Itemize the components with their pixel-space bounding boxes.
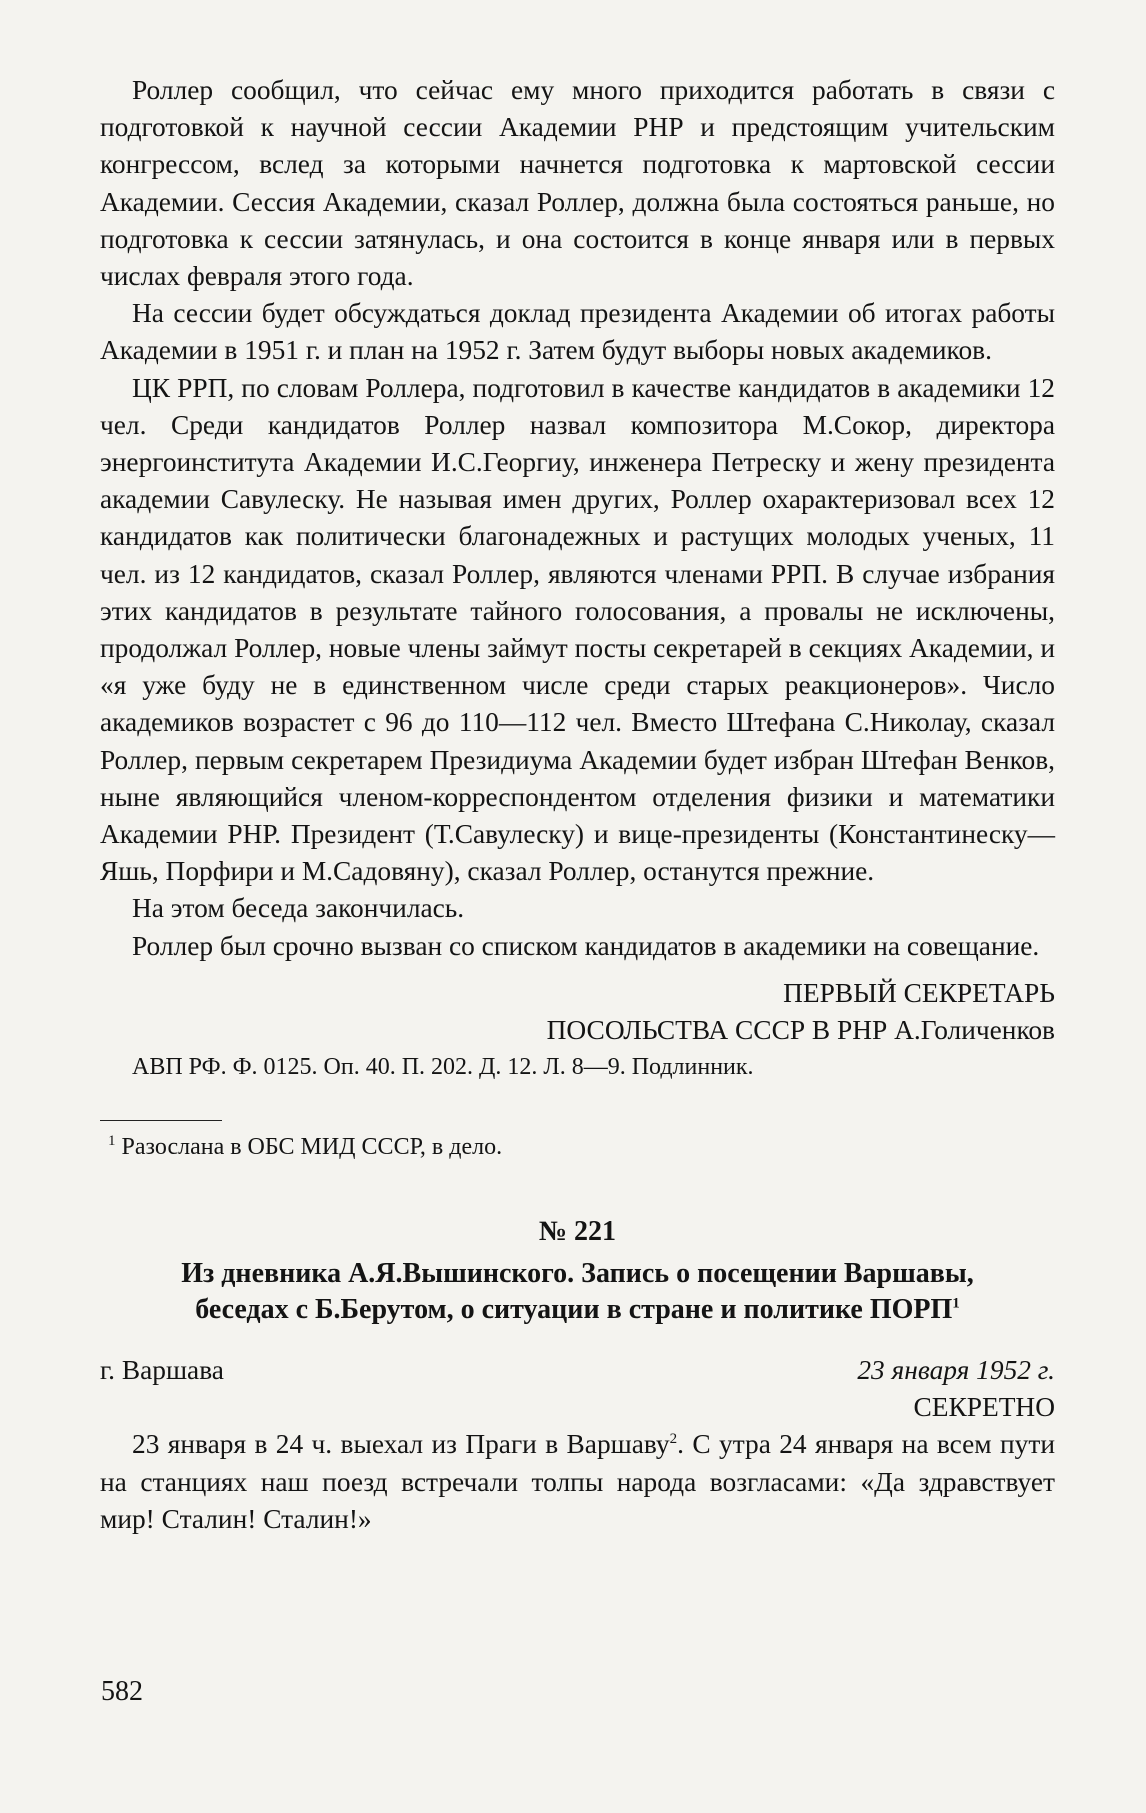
signature-name: ПОСОЛЬСТВА СССР В РНР А.Голиченков [546,1015,1055,1046]
footnote-text: Разослана в ОБС МИД СССР, в дело. [121,1134,503,1161]
paragraph: ЦК РРП, по словам Роллера, подготовил в качестве кандидатов в академики 12 чел. Среди кандидатов Роллер назвал композитора М.Сокор, директора энергоинститута Академии И.С.Георгиу, инженера Петреску и жену президента академии Савулеску. Не называя имен других, Роллер охарактеризовал всех 12 кандидатов как политически благонадежных и растущих молодых ученых, 11 чел. из 12 кандидатов, сказал Роллер, являются членами РРП. В случае избрания этих кандидатов в результате тайного голосования, а провалы не исключены, продолжал Роллер, новые члены займут посты секретарей в секциях Академии, и «я уже буду не в единственном числе среди старых реакционеров». Число академиков возрастет с 96 до 110—112 чел. Вместо Штефана С.Николау, сказал Роллер, первым секретарем Президиума Академии будет избран Штефан Венков, ныне являющийся членом-корреспондентом отделения физики и математики Академии РНР. Президент (Т.Савулеску) и вице-президенты (Константинеску—Яшь, Порфири и М.Садовяну), сказал Роллер, останутся прежние. [100,372,1055,887]
paragraph: На этом беседа закончилась. [132,893,465,924]
footnote [100,1129,1055,1166]
document-number: № 221 [538,1215,617,1247]
paragraph: На сессии будет обсуждаться доклад президента Академии об итогах работы Академии в 1951 г. и план на 1952 г. Затем будут выборы новых академиков. [100,298,1055,366]
document-place: г. Варшава [100,1354,224,1385]
paragraph: Роллер сообщил, что сейчас ему много приходится работать в связи с подготовкой к научной сессии Академии РНР и предстоящим учительским конгрессом, вслед за которыми начнется подготовка к мартовской сессии Академии. Сессия Академии, сказал Роллер, должна была состояться раньше, но подготовка к сессии затянулась, и она состоится в конце января или в первых числах февраля этого года. [100,75,1055,292]
document-body: 23 января в 24 ч. выехал из Праги в Варшаву$^2$. С утра 24 января на всем пути на станциях наш поезд встречали толпы народа возгласами: «Да здравствует мир! Сталин! Сталин!» [100,1429,1055,1534]
signature-title: ПЕРВЫЙ СЕКРЕТАРЬ [783,977,1055,1008]
document-date: 23 января 1952 г. [857,1354,1055,1385]
title-footnote-mark: 1 [952,1295,960,1312]
body-footnote-mark: 2 [669,1431,678,1448]
document-title-line-2: беседах с Б.Берутом, о ситуации в стране и политике ПОРП$^1$ [195,1293,960,1325]
archive-reference: АВП РФ. Ф. 0125. Оп. 40. П. 202. Д. 12. Л. 8—9. Подлинник. [132,1054,754,1081]
document-title-line: Из дневника А.Я.Вышинского. Запись о посещении Варшавы, [181,1257,974,1289]
classification-label: СЕКРЕТНО [913,1392,1055,1423]
document-title [100,1256,1055,1328]
footnote-mark: 1 [108,1133,116,1150]
paragraph: Роллер был срочно вызван со списком кандидатов в академики на совещание. [132,930,1040,961]
page-number: 582 [101,1676,143,1707]
footnote-divider [100,1120,222,1121]
page-content [100,72,1055,1538]
signature-block [100,975,1055,1049]
place-date-line [100,1352,1055,1389]
